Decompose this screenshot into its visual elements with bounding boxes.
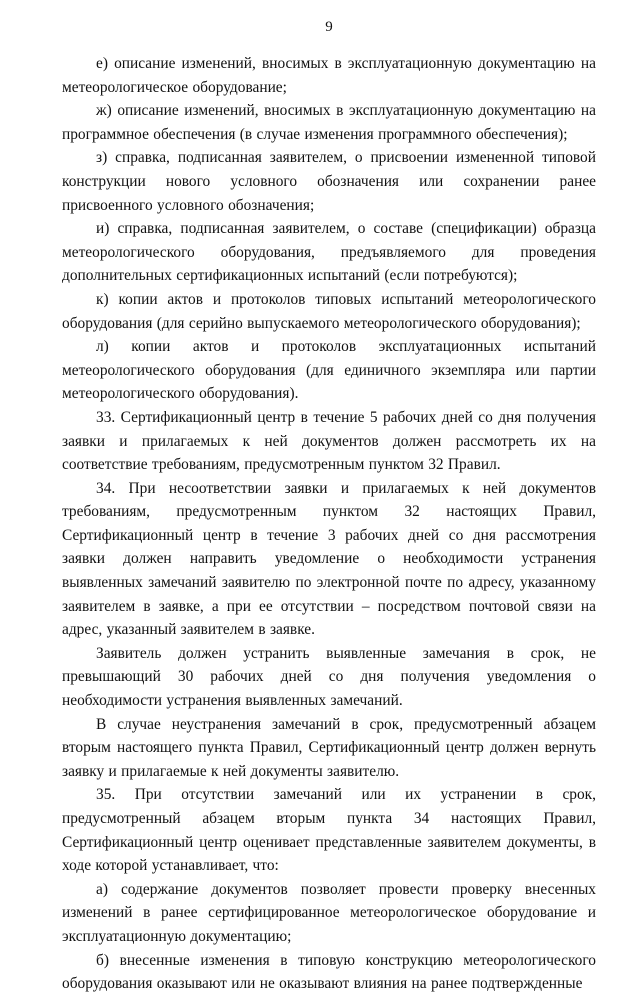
paragraph-i: и) справка, подписанная заявителем, о составе (спецификации) образца метеорологического оборудования, предъявляемого для проведения дополнительных сертификационных испытаний (если потребуются); xyxy=(62,220,596,285)
paragraph-k: к) копии актов и протоколов типовых испытаний метеорологического оборудования (для серийно выпускаемого метеорологического оборудования); xyxy=(62,290,596,332)
paragraph-33: 33. Сертификационный центр в течение 5 рабочих дней со дня получения заявки и прилагаемых к ней документов должен рассмотреть их на соответствие требованиям, предусмотренным пунктом 32 Правил. xyxy=(62,408,596,474)
page-number: 9 xyxy=(325,19,333,35)
paragraph-zh: ж) описание изменений, вносимых в эксплуатационную документацию на программное обеспечения (в случае изменения программного обеспечения); xyxy=(62,102,596,143)
paragraph-35-a: а) содержание документов позволяет провести проверку внесенных изменений в ранее сертифицированное метеорологическое оборудование и эксплуатационную документацию; xyxy=(62,880,596,945)
paragraph-35-b: б) внесенные изменения в типовую конструкцию метеорологического оборудования оказывают или не оказывают влияния на ранее подтвержденные xyxy=(62,951,596,993)
paragraph-35: 35. При отсутствии замечаний или их устранении в срок, предусмотренный абзацем вторым пункта 34 настоящих Правил, Сертификационный центр оценивает представленные заявителем документы, в ходе которой устанавливает, что: xyxy=(62,786,596,875)
paragraph-l: л) копии актов и протоколов эксплуатационных испытаний метеорологического оборудования (для единичного экземпляра или партии метеорологического оборудования). xyxy=(62,338,596,403)
paragraph-e: е) описание изменений, вносимых в эксплуатационную документацию на метеорологическое оборудование; xyxy=(62,55,596,96)
paragraph-z: з) справка, подписанная заявителем, о присвоении измененной типовой конструкции нового условного обозначения или сохранении ранее присвоенного условного обозначения; xyxy=(62,149,596,214)
paragraph-34: 34. При несоответствии заявки и прилагаемых к ней документов требованиям, предусмотренным пунктом 32 настоящих Правил, Сертификационный центр в течение 3 рабочих дней со дня рассмотрения заявки должен направить уведомление о необходимости устранения выявленных замечаний заявителю по электронной почте по адресу, указанному заявителем в заявке, а при ее отсутствии – посредством почтовой связи на адрес, указанный заявителем в заявке. xyxy=(62,479,596,639)
paragraph-34-applicant: Заявитель должен устранить выявленные замечания в срок, не превышающий 30 рабочих дней со дня получения уведомления о необходимости устранения выявленных замечаний. xyxy=(62,644,596,710)
paragraph-34-return: В случае неустранения замечаний в срок, предусмотренный абзацем вторым настоящего пункта Правил, Сертификационный центр должен вернуть заявку и прилагаемые к ней документы заявителю. xyxy=(62,715,596,780)
